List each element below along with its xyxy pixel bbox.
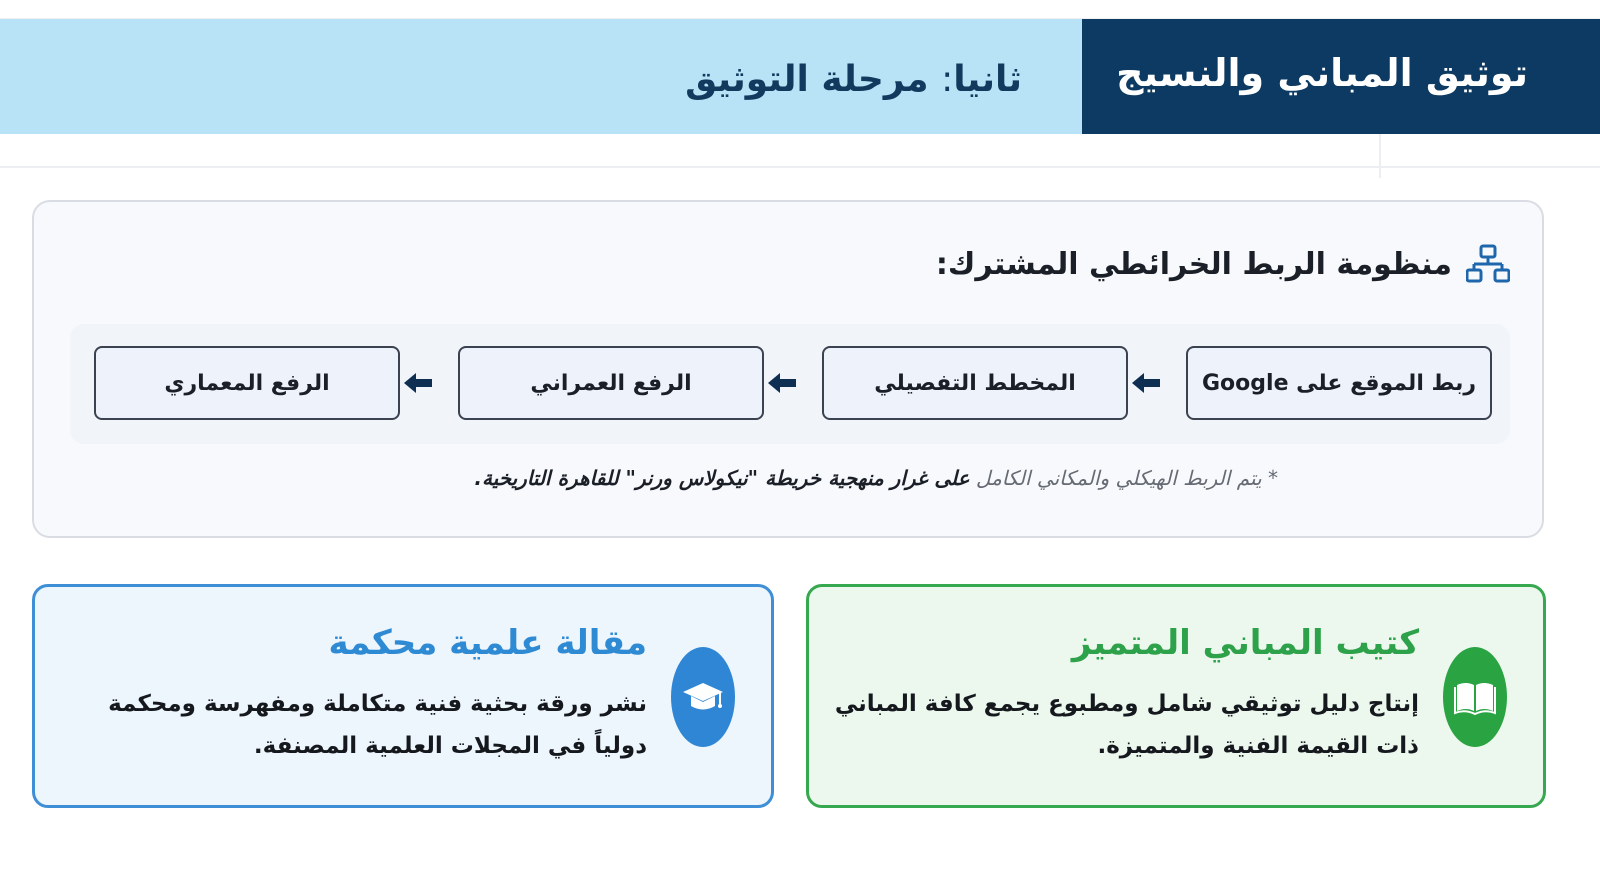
header-phase-bar: [0, 19, 1082, 134]
network-icon: [1466, 244, 1510, 284]
arrow-left-icon: [402, 368, 434, 398]
graduation-badge: [671, 647, 735, 747]
note-emphasis: على غرار منهجية خريطة "نيكولاس ورنر" للقاهرة التاريخية.: [474, 466, 970, 490]
card-body-line: نشر ورقة بحثية فنية متكاملة ومفهرسة ومحكمة: [108, 691, 647, 717]
card-title: كتيب المباني المتميز: [1071, 623, 1419, 663]
mapping-heading: [936, 244, 1510, 284]
mapping-heading-text: منظومة الربط الخرائطي المشترك:: [935, 246, 1452, 282]
main-title: توثيق المباني والنسيج: [1116, 51, 1528, 95]
card-body: [835, 683, 1419, 767]
phase-name: مرحلة التوثيق: [685, 59, 929, 100]
book-badge: [1443, 647, 1507, 747]
divider: [0, 166, 1600, 168]
card-body-line: دولياً في المجلات العلمية المصنفة.: [253, 733, 647, 759]
card-title: مقالة علمية محكمة: [328, 623, 647, 663]
graduation-cap-icon: [681, 677, 725, 717]
step-google-link: ربط الموقع على Google: [1186, 346, 1492, 420]
phase-title: [685, 59, 1022, 100]
top-strip: [0, 0, 1600, 19]
card-body-line: إنتاج دليل توثيقي شامل ومطبوع يجمع كافة المباني: [834, 691, 1419, 717]
arrow-left-icon: [1130, 368, 1162, 398]
note-prefix: * يتم الربط الهيكلي والمكاني الكامل: [975, 466, 1278, 490]
divider-tick: [1379, 134, 1381, 178]
mapping-panel: [32, 200, 1544, 538]
phase-label: ثانيا: [953, 59, 1022, 100]
card-body: [108, 683, 647, 767]
card-scientific-article: [32, 584, 774, 808]
flow-strip: [70, 324, 1510, 444]
arrow-left-icon: [766, 368, 798, 398]
card-body-line: ذات القيمة الفنية والمتميزة.: [1097, 733, 1419, 759]
book-icon: [1453, 677, 1497, 717]
step-detailed-plan: المخطط التفصيلي: [822, 346, 1128, 420]
header-title-bar: [1082, 19, 1600, 134]
card-buildings-booklet: [806, 584, 1546, 808]
step-architectural-survey: الرفع المعماري: [94, 346, 400, 420]
step-urban-survey: الرفع العمراني: [458, 346, 764, 420]
phase-separator: :: [941, 59, 954, 100]
mapping-note: [474, 466, 1278, 490]
